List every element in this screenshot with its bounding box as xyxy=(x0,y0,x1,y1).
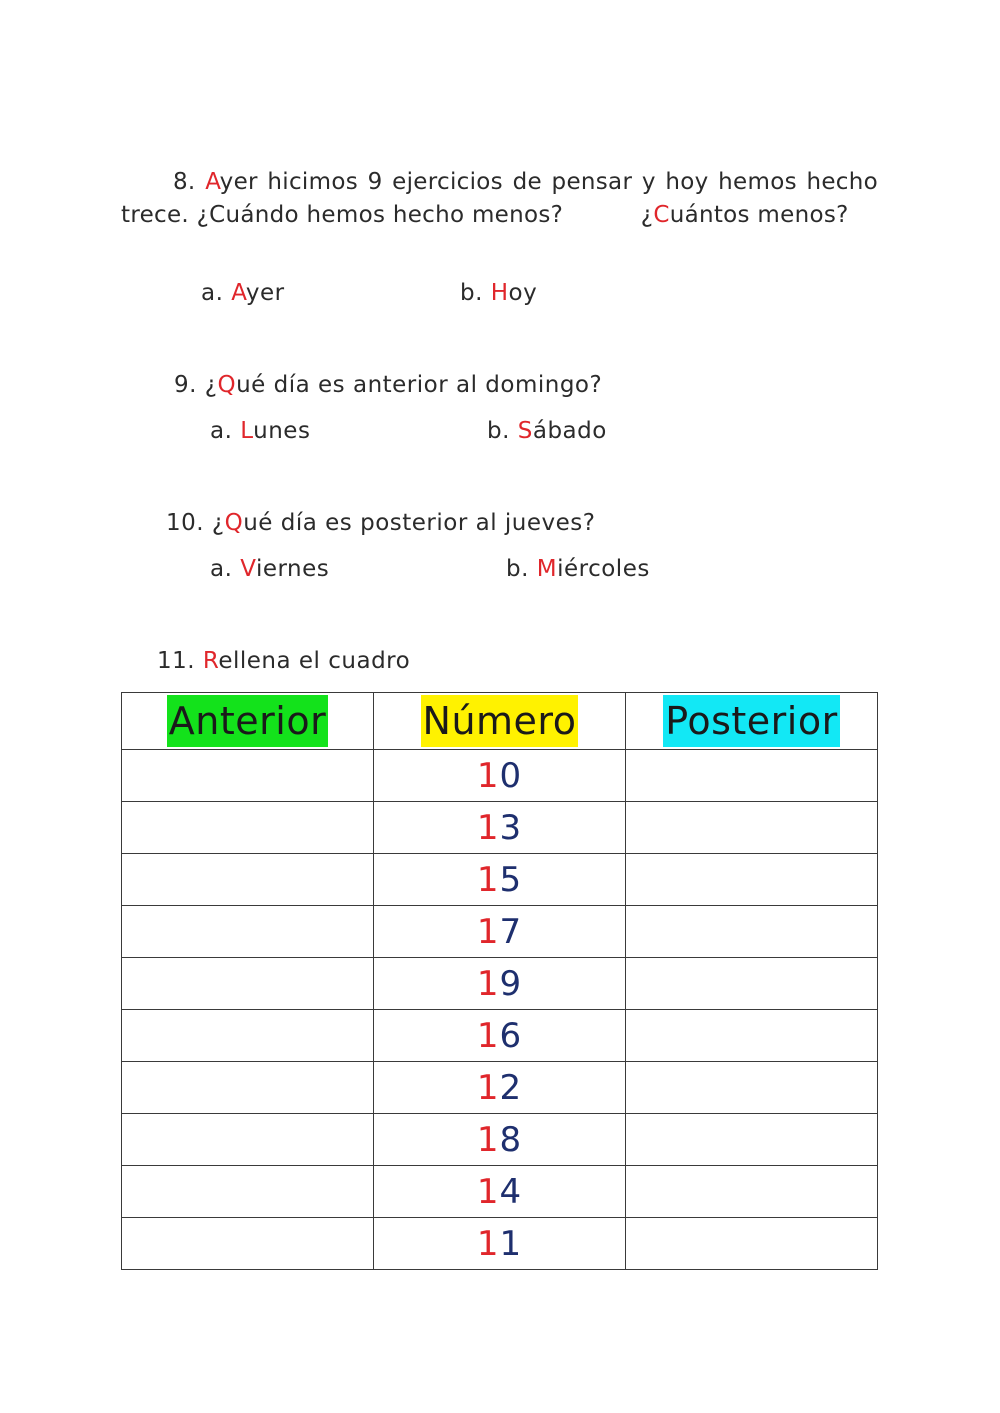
number-value xyxy=(477,860,522,900)
option-label: b. xyxy=(460,280,483,306)
posterior-answer-cell[interactable] xyxy=(626,906,878,958)
anterior-answer-cell[interactable] xyxy=(122,1062,374,1114)
number-cell xyxy=(374,1010,626,1062)
header-anterior: Anterior xyxy=(167,695,328,747)
question-8 xyxy=(121,166,878,232)
posterior-answer-cell[interactable] xyxy=(626,1062,878,1114)
number-value xyxy=(477,1016,522,1056)
question-8-first-letter: A xyxy=(205,169,220,195)
option-label: a. xyxy=(210,556,233,582)
question-8-sub-first-letter: C xyxy=(653,202,670,228)
number-table xyxy=(121,692,878,1270)
question-9-number: 9. xyxy=(174,372,197,398)
anterior-answer-cell[interactable] xyxy=(122,1218,374,1270)
number-cell xyxy=(374,802,626,854)
question-9-first-letter: Q xyxy=(217,372,237,398)
option-first-letter: A xyxy=(231,280,246,306)
question-10-text: ué día es posterior al jueves? xyxy=(243,510,596,536)
question-9-text: ué día es anterior al domingo? xyxy=(236,372,603,398)
question-10 xyxy=(166,510,595,536)
number-tens-digit: 1 xyxy=(476,1171,500,1212)
number-units-digit: 0 xyxy=(499,755,523,796)
option-label: b. xyxy=(487,418,510,444)
anterior-answer-cell[interactable] xyxy=(122,1166,374,1218)
posterior-answer-cell[interactable] xyxy=(626,1010,878,1062)
table-row xyxy=(122,1062,878,1114)
header-cell-numero xyxy=(374,693,626,750)
option-text: unes xyxy=(253,418,311,444)
number-tens-digit: 1 xyxy=(476,1223,500,1264)
option-text: ábado xyxy=(532,418,607,444)
header-posterior: Posterior xyxy=(663,695,839,747)
number-tens-digit: 1 xyxy=(476,963,500,1004)
number-value xyxy=(477,912,522,952)
anterior-answer-cell[interactable] xyxy=(122,854,374,906)
option-first-letter: M xyxy=(536,556,558,582)
number-cell xyxy=(374,854,626,906)
option-first-letter: L xyxy=(240,418,254,444)
number-units-digit: 8 xyxy=(499,1119,523,1160)
number-tens-digit: 1 xyxy=(476,1067,500,1108)
number-units-digit: 7 xyxy=(499,911,523,952)
option-first-letter: S xyxy=(517,418,533,444)
number-cell xyxy=(374,1218,626,1270)
table-row xyxy=(122,750,878,802)
option-first-letter: H xyxy=(490,280,509,306)
option-text: oy xyxy=(508,280,538,306)
question-10-number: 10. xyxy=(166,510,205,536)
question-8-text: yer hicimos 9 ejercicios de pensar y hoy hemos hecho trece. ¿Cuándo hemos hecho menos? xyxy=(121,169,878,228)
header-cell-anterior xyxy=(122,693,374,750)
question-8-number: 8. xyxy=(173,169,196,195)
table-row xyxy=(122,854,878,906)
question-11 xyxy=(157,648,410,674)
anterior-answer-cell[interactable] xyxy=(122,958,374,1010)
table-row xyxy=(122,1010,878,1062)
number-units-digit: 2 xyxy=(499,1067,523,1108)
number-units-digit: 6 xyxy=(499,1015,523,1056)
anterior-answer-cell[interactable] xyxy=(122,750,374,802)
number-cell xyxy=(374,958,626,1010)
table-row xyxy=(122,1166,878,1218)
anterior-answer-cell[interactable] xyxy=(122,802,374,854)
number-tens-digit: 1 xyxy=(476,1119,500,1160)
option-label: a. xyxy=(201,280,224,306)
option-text: iércoles xyxy=(557,556,650,582)
question-11-first-letter: R xyxy=(202,648,219,674)
number-tens-digit: 1 xyxy=(476,859,500,900)
number-value xyxy=(477,964,522,1004)
header-numero: Número xyxy=(421,695,579,747)
number-cell xyxy=(374,1166,626,1218)
question-9-option-b[interactable] xyxy=(487,418,607,444)
table-row xyxy=(122,1218,878,1270)
posterior-answer-cell[interactable] xyxy=(626,802,878,854)
question-10-first-letter: Q xyxy=(224,510,244,536)
number-value xyxy=(477,1068,522,1108)
posterior-answer-cell[interactable] xyxy=(626,1114,878,1166)
number-value xyxy=(477,808,522,848)
number-units-digit: 1 xyxy=(499,1223,523,1264)
number-tens-digit: 1 xyxy=(476,911,500,952)
question-9-option-a[interactable] xyxy=(210,418,310,444)
posterior-answer-cell[interactable] xyxy=(626,958,878,1010)
number-cell xyxy=(374,1062,626,1114)
option-text: yer xyxy=(245,280,285,306)
question-10-option-a[interactable] xyxy=(210,556,329,582)
question-8-sub-prefix: ¿ xyxy=(640,202,654,228)
number-value xyxy=(477,1120,522,1160)
table-row xyxy=(122,906,878,958)
number-units-digit: 9 xyxy=(499,963,523,1004)
anterior-answer-cell[interactable] xyxy=(122,1010,374,1062)
posterior-answer-cell[interactable] xyxy=(626,750,878,802)
number-units-digit: 3 xyxy=(499,807,523,848)
header-cell-posterior xyxy=(626,693,878,750)
option-text: iernes xyxy=(255,556,330,582)
number-value xyxy=(477,756,522,796)
number-tens-digit: 1 xyxy=(476,807,500,848)
posterior-answer-cell[interactable] xyxy=(626,1166,878,1218)
question-9 xyxy=(174,372,602,398)
number-units-digit: 5 xyxy=(499,859,523,900)
anterior-answer-cell[interactable] xyxy=(122,1114,374,1166)
number-tens-digit: 1 xyxy=(476,1015,500,1056)
table-row xyxy=(122,1114,878,1166)
question-8-option-a[interactable] xyxy=(201,280,285,306)
table-row xyxy=(122,958,878,1010)
question-8-option-b[interactable] xyxy=(460,280,537,306)
question-9-prefix: ¿ xyxy=(204,372,218,398)
table-row xyxy=(122,802,878,854)
number-cell xyxy=(374,1114,626,1166)
number-units-digit: 4 xyxy=(499,1171,523,1212)
number-tens-digit: 1 xyxy=(476,755,500,796)
anterior-answer-cell[interactable] xyxy=(122,906,374,958)
option-label: a. xyxy=(210,418,233,444)
question-11-text: ellena el cuadro xyxy=(218,648,411,674)
option-first-letter: V xyxy=(240,556,256,582)
question-11-number: 11. xyxy=(157,648,196,674)
posterior-answer-cell[interactable] xyxy=(626,1218,878,1270)
number-cell xyxy=(374,906,626,958)
question-10-prefix: ¿ xyxy=(211,510,225,536)
number-value xyxy=(477,1224,522,1264)
table-header-row xyxy=(122,693,878,750)
number-cell xyxy=(374,750,626,802)
question-10-option-b[interactable] xyxy=(506,556,650,582)
posterior-answer-cell[interactable] xyxy=(626,854,878,906)
question-8-sub-text: uántos menos? xyxy=(669,202,849,228)
option-label: b. xyxy=(506,556,529,582)
number-value xyxy=(477,1172,522,1212)
